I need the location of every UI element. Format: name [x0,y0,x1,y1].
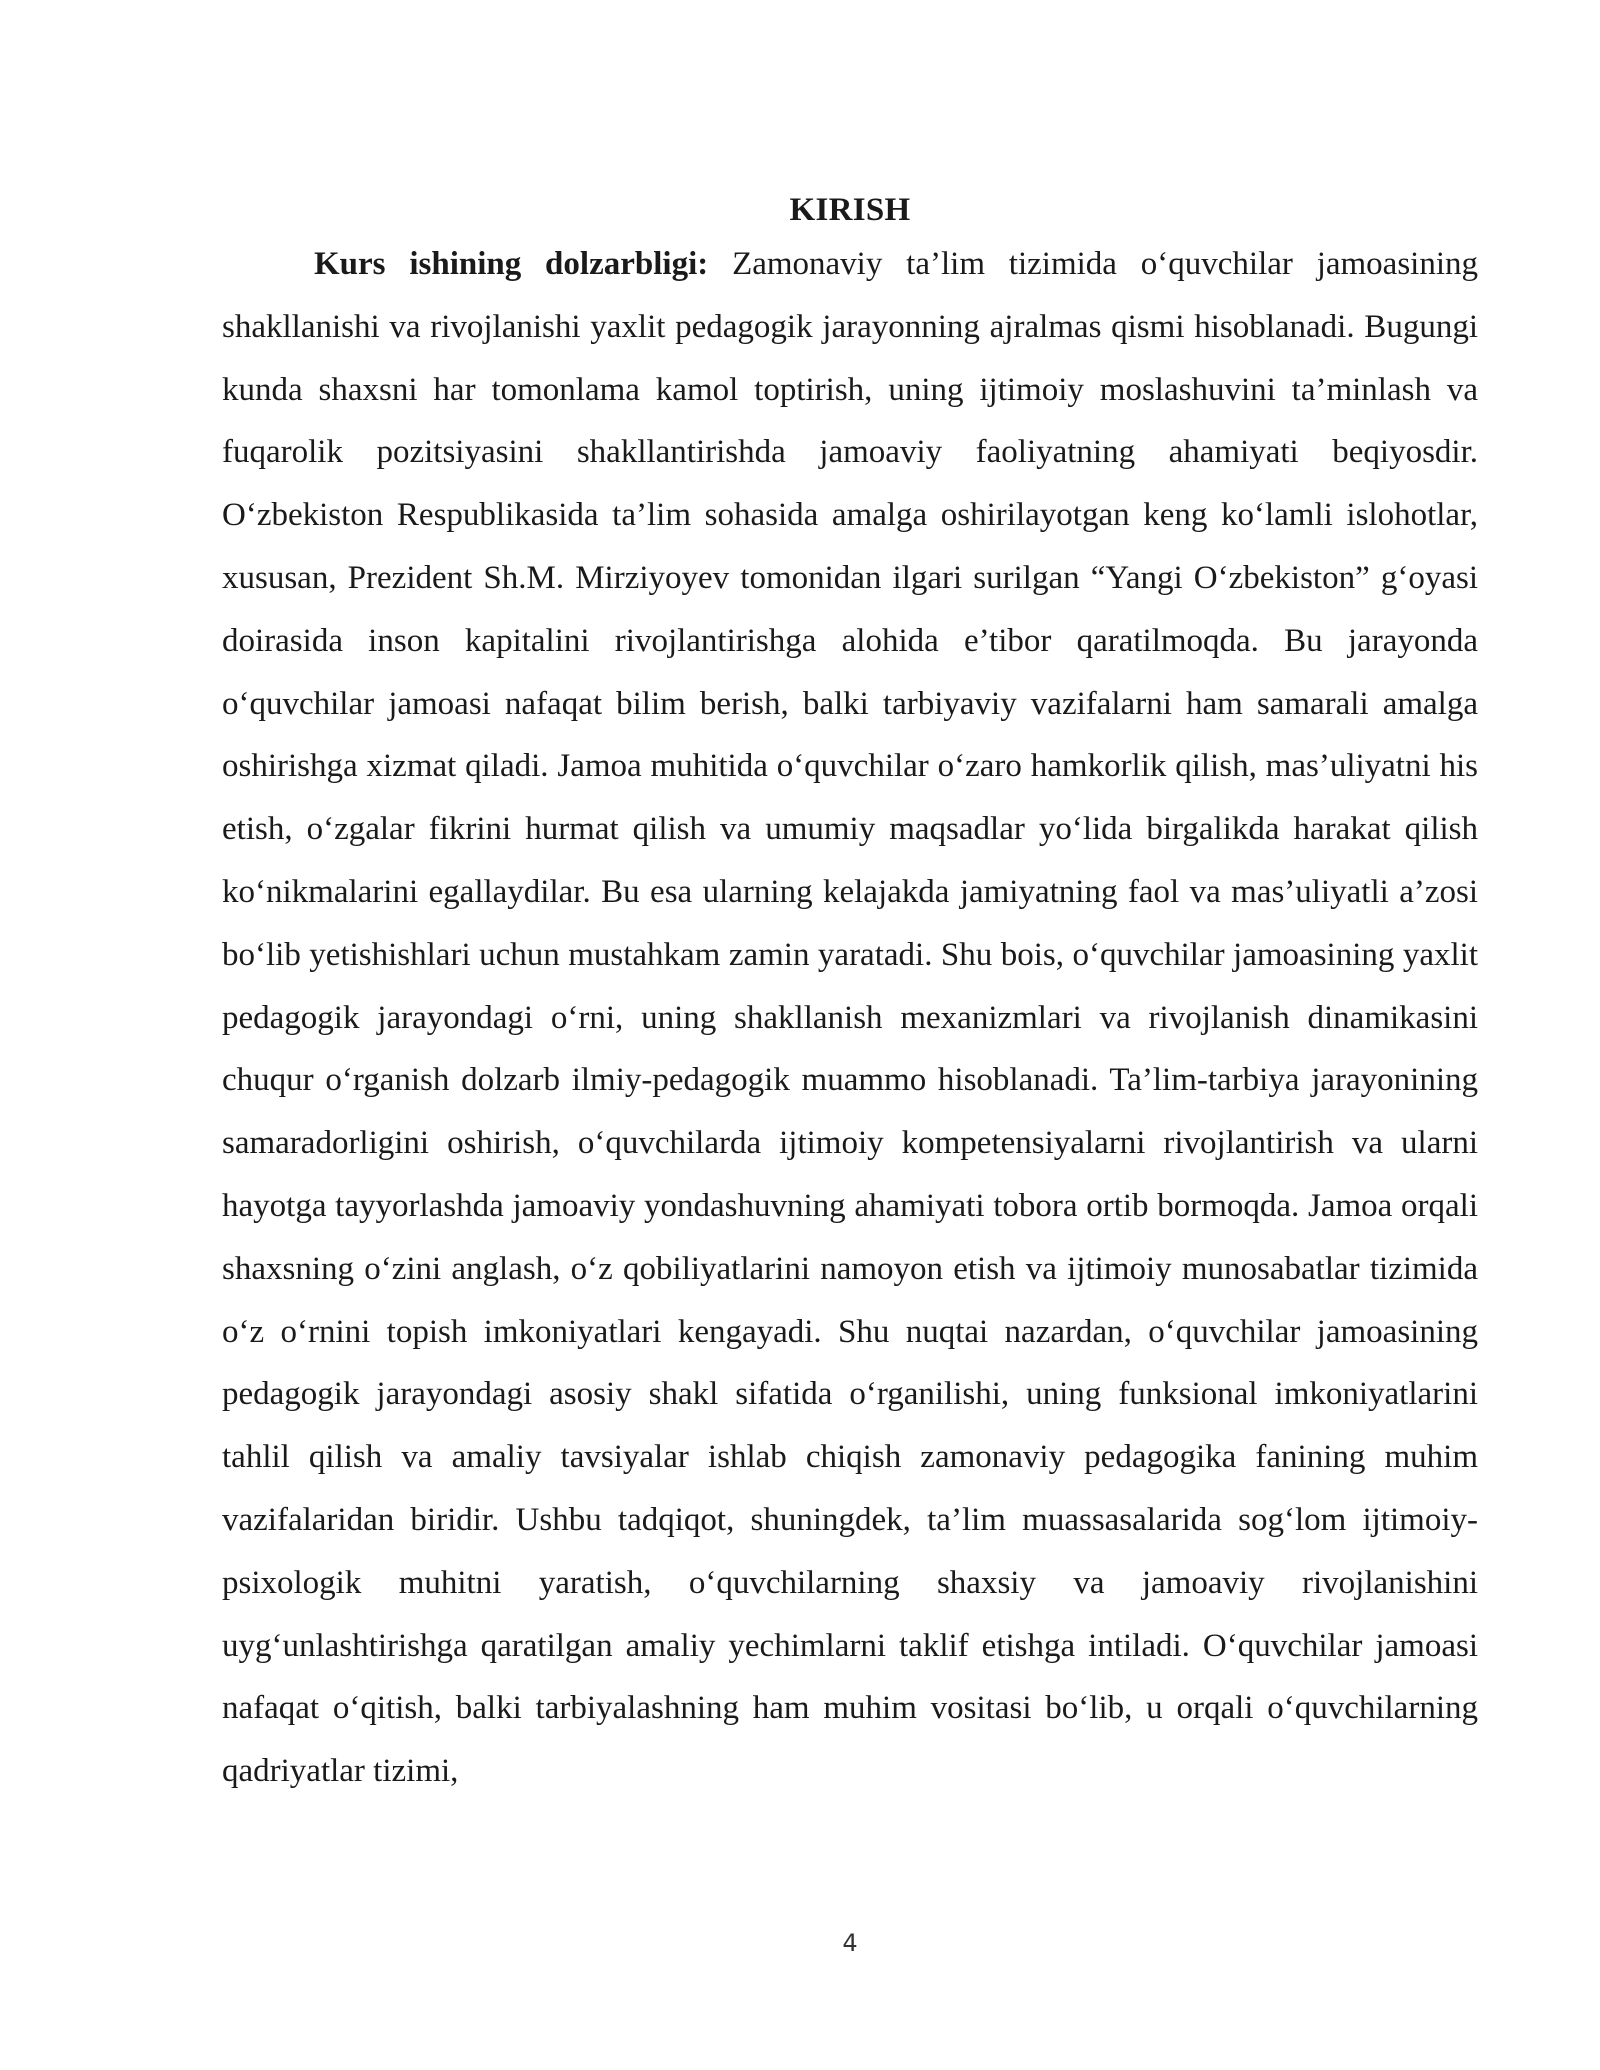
paragraph-text: Zamonaviy ta’lim tizimida o‘quvchilar jamoasining shakllanishi va rivojlanishi yaxlit pedagogik jarayonning ajralmas qismi hisoblanadi. Bugungi kunda shaxsni har tomonlama kamol toptirish, uning ijtimoiy moslashuvini ta’minlash va fuqarolik pozitsiyasini shakllantirishda jamoaviy faoliyatning ahamiyati beqiyosdir. O‘zbekiston Respublikasida ta’lim sohasida amalga oshirilayotgan keng ko‘lamli islohotlar, xususan, Prezident Sh.M. Mirziyoyev tomonidan ilgari surilgan “Yangi O‘zbekiston” g‘oyasi doirasida inson kapitalini rivojlantirishga alohida e’tibor qaratilmoqda. Bu jarayonda o‘quvchilar jamoasi nafaqat bilim berish, balki tarbiyaviy vazifalarni ham samarali amalga oshirishga xizmat qiladi. Jamoa muhitida o‘quvchilar o‘zaro hamkorlik qilish, mas’uliyatni his etish, o‘zgalar fikrini hurmat qilish va umumiy maqsadlar yo‘lida birgalikda harakat qilish ko‘nikmalarini egallaydilar. Bu esa ularning kelajakda jamiyatning faol va mas’uliyatli a’zosi bo‘lib yetishishlari uchun mustahkam zamin yaratadi. Shu bois, o‘quvchilar jamoasining yaxlit pedagogik jarayondagi o‘rni, uning shakllanish mexanizmlari va rivojlanish dinamikasini chuqur o‘rganish dolzarb ilmiy-pedagogik muammo hisoblanadi. Ta’lim-tarbiya jarayonining samaradorligini oshirish, o‘quvchilarda ijtimoiy kompetensiyalarni rivojlantirish va ularni hayotga tayyorlashda jamoaviy yondashuvning ahamiyati tobora ortib bormoqda. Jamoa orqali shaxsning o‘zini anglash, o‘z qobiliyatlarini namoyon etish va ijtimoiy munosabatlar tizimida o‘z o‘rnini topish imkoniyatlari kengayadi. Shu nuqtai nazardan, o‘quvchilar jamoasining pedagogik jarayondagi asosiy shakl sifatida o‘rganilishi, uning funksional imkoniyatlarini tahlil qilish va amaliy tavsiyalar ishlab chiqish zamonaviy pedagogika fanining muhim vazifalaridan biridir. Ushbu tadqiqot, shuningdek, ta’lim muassasalarida sog‘lom ijtimoiy-psixologik muhitni yaratish, o‘quvchilarning shaxsiy va jamoaviy rivojlanishini uyg‘unlashtirishga qaratilgan amaliy yechimlarni taklif etishga intiladi. O‘quvchilar jamoasi nafaqat o‘qitish, balki tarbiyalashning ham muhim vositasi bo‘lib, u orqali o‘quvchilarning qadriyatlar tizimi, [222,246,1479,1790]
page-number: 4 [842,1929,858,1957]
body-paragraph [222,233,1478,1803]
section-heading: KIRISH [789,192,911,228]
lead-label: Kurs ishining dolzarbligi: [314,246,709,282]
